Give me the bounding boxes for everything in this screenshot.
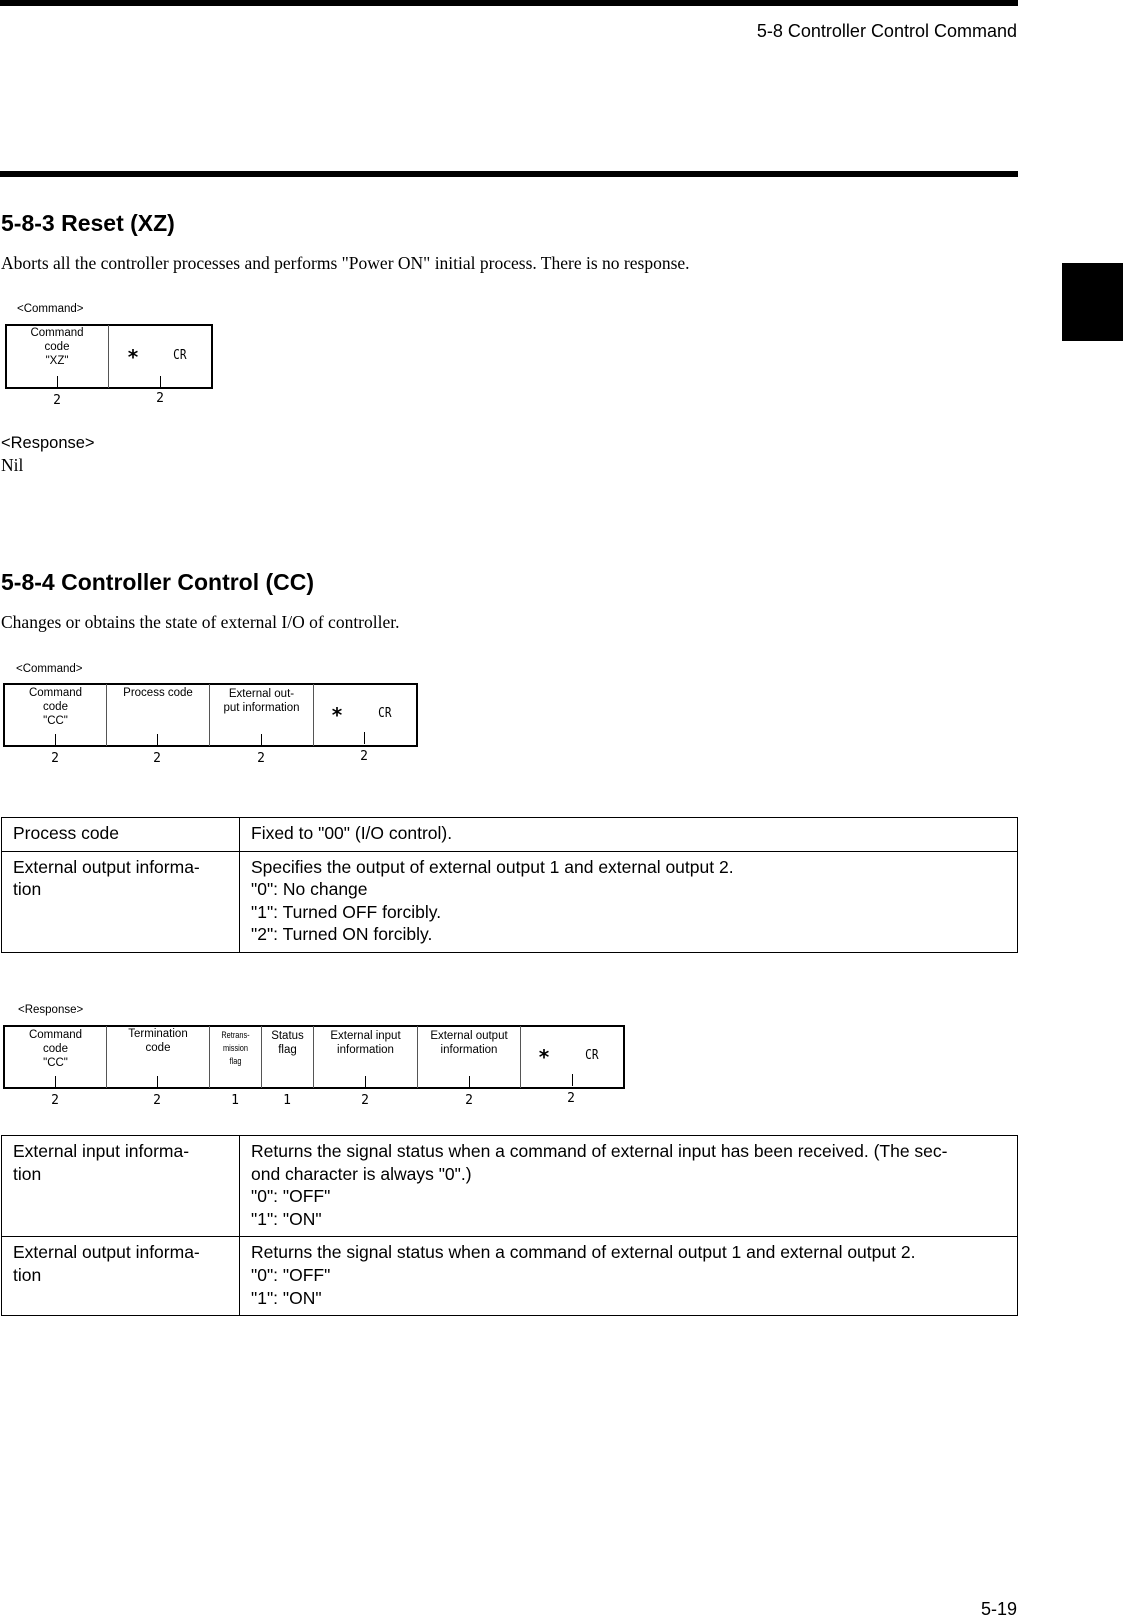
field-label-line: information [337,1044,394,1056]
table-term: External output informa- tion [2,851,240,952]
table-term: External input informa- tion [2,1136,240,1237]
byte-tick [55,1076,56,1088]
field-label-line: External input [330,1030,401,1042]
field-termination-code [107,1027,209,1055]
section-heading-reset: 5-8-3 Reset (XZ) [1,210,175,236]
asterisk-symbol: * [538,1045,551,1069]
description-line: Specifies the output of external output 1 and external output 2. [251,856,734,877]
description-line: "1": "ON" [251,1287,322,1308]
field-label-line: Process code [123,687,193,699]
field-label-line: "XZ" [45,355,69,367]
cc-response-label: <Response> [18,1004,84,1016]
reset-command-label: <Command> [17,303,84,315]
byte-tick [157,1076,158,1088]
reset-description: Aborts all the controller processes and performs "Power ON" initial process. There is no response. [1,253,690,273]
table-term: External output informa- tion [2,1237,240,1316]
field-label-line: "CC" [43,1057,68,1069]
description-line: Returns the signal status when a command of external output 1 and external output 2. [251,1242,916,1263]
field-label-line: Retrans- [221,1030,250,1040]
field-label-line: Command [30,327,84,339]
page-number: 5-19 [980,1599,1017,1619]
field-label-line: Command [28,1029,83,1041]
description-line: "1": "ON" [251,1208,322,1229]
byte-count: 2 [567,1091,575,1106]
asterisk-symbol: * [331,703,344,727]
field-label-line: code [145,1042,171,1054]
table-term: Process code [2,818,240,852]
cr-symbol: CR [378,706,392,721]
cc-command-definition-table [1,817,1018,953]
byte-tick [160,376,161,388]
byte-count: 1 [231,1093,239,1108]
field-divider [108,325,109,388]
description-line: Fixed to "00" (I/O control). [251,823,453,843]
field-label-line: flag [278,1044,297,1056]
byte-count: 2 [153,1093,161,1108]
field-command-code [5,1028,106,1070]
byte-tick [365,1076,366,1088]
table-row [2,1136,1018,1237]
table-description [240,818,1018,852]
controller-control-description: Changes or obtains the state of external I/O of controller. [1,612,400,632]
field-divider [313,684,314,746]
field-label-line: code [43,1043,68,1055]
cc-command-label: <Command> [16,663,83,675]
field-external-output-information [210,687,313,715]
reset-response-value: Nil [1,455,24,475]
field-label-line: External out- [228,688,295,700]
byte-tick [572,1074,573,1086]
field-external-output-information [418,1029,520,1057]
description-line: Returns the signal status when a command of external input has been received. (The sec- [251,1141,948,1161]
field-retransmission-flag [215,1029,257,1068]
table-description [240,851,1018,952]
byte-tick [55,734,56,746]
description-line: ond character is always "0".) [251,1163,472,1184]
field-label-line: "CC" [43,715,68,727]
field-label-line: External output [430,1030,508,1042]
field-label-line: put information [223,702,300,714]
byte-count: 2 [360,749,368,764]
table-description [240,1237,1018,1316]
byte-tick [261,734,262,746]
cr-symbol: CR [173,348,187,363]
table-row [2,818,1018,852]
description-line: "1": Turned OFF forcibly. [251,901,442,922]
field-command-code [6,326,108,368]
cc-response-definition-table [1,1135,1018,1316]
byte-tick [364,732,365,744]
field-label-line: flag [229,1056,242,1066]
cr-symbol: CR [585,1048,599,1063]
field-process-code [107,686,209,700]
field-divider [209,1026,210,1088]
asterisk-symbol: * [127,345,140,369]
byte-count: 2 [53,393,61,408]
byte-count: 2 [51,1093,59,1108]
byte-tick [469,1076,470,1088]
description-line: "0": No change [251,879,368,900]
field-label-line: information [440,1044,498,1056]
byte-tick [157,734,158,746]
field-status-flag [262,1029,313,1057]
section-heading-controller-control: 5-8-4 Controller Control (CC) [1,569,315,595]
field-command-code [5,686,106,728]
field-divider [520,1026,521,1088]
byte-tick [57,376,58,388]
table-row [2,851,1018,952]
byte-count: 2 [153,751,161,766]
reset-response-label: <Response> [1,434,95,452]
chapter-side-tab [1062,263,1123,341]
field-label-line: code [43,701,68,713]
table-description [240,1136,1018,1237]
field-label-line: mission [222,1043,249,1053]
byte-count: 2 [156,391,164,406]
description-line: "0": "OFF" [251,1264,331,1285]
field-label-line: Status [271,1030,304,1042]
field-label-line: Command [28,687,83,699]
byte-count: 2 [51,751,59,766]
header-rule [0,0,1018,6]
table-row [2,1237,1018,1316]
field-external-input-information [314,1029,417,1057]
description-line: "2": Turned ON forcibly. [251,924,433,945]
running-header: 5-8 Controller Control Command [756,21,1017,41]
byte-count: 1 [283,1093,291,1108]
byte-count: 2 [465,1093,473,1108]
byte-count: 2 [361,1093,369,1108]
field-label-line: code [44,341,70,353]
field-label-line: Termination [128,1028,188,1040]
byte-count: 2 [257,751,265,766]
section-rule [0,171,1018,177]
description-line: "0": "OFF" [251,1186,331,1207]
